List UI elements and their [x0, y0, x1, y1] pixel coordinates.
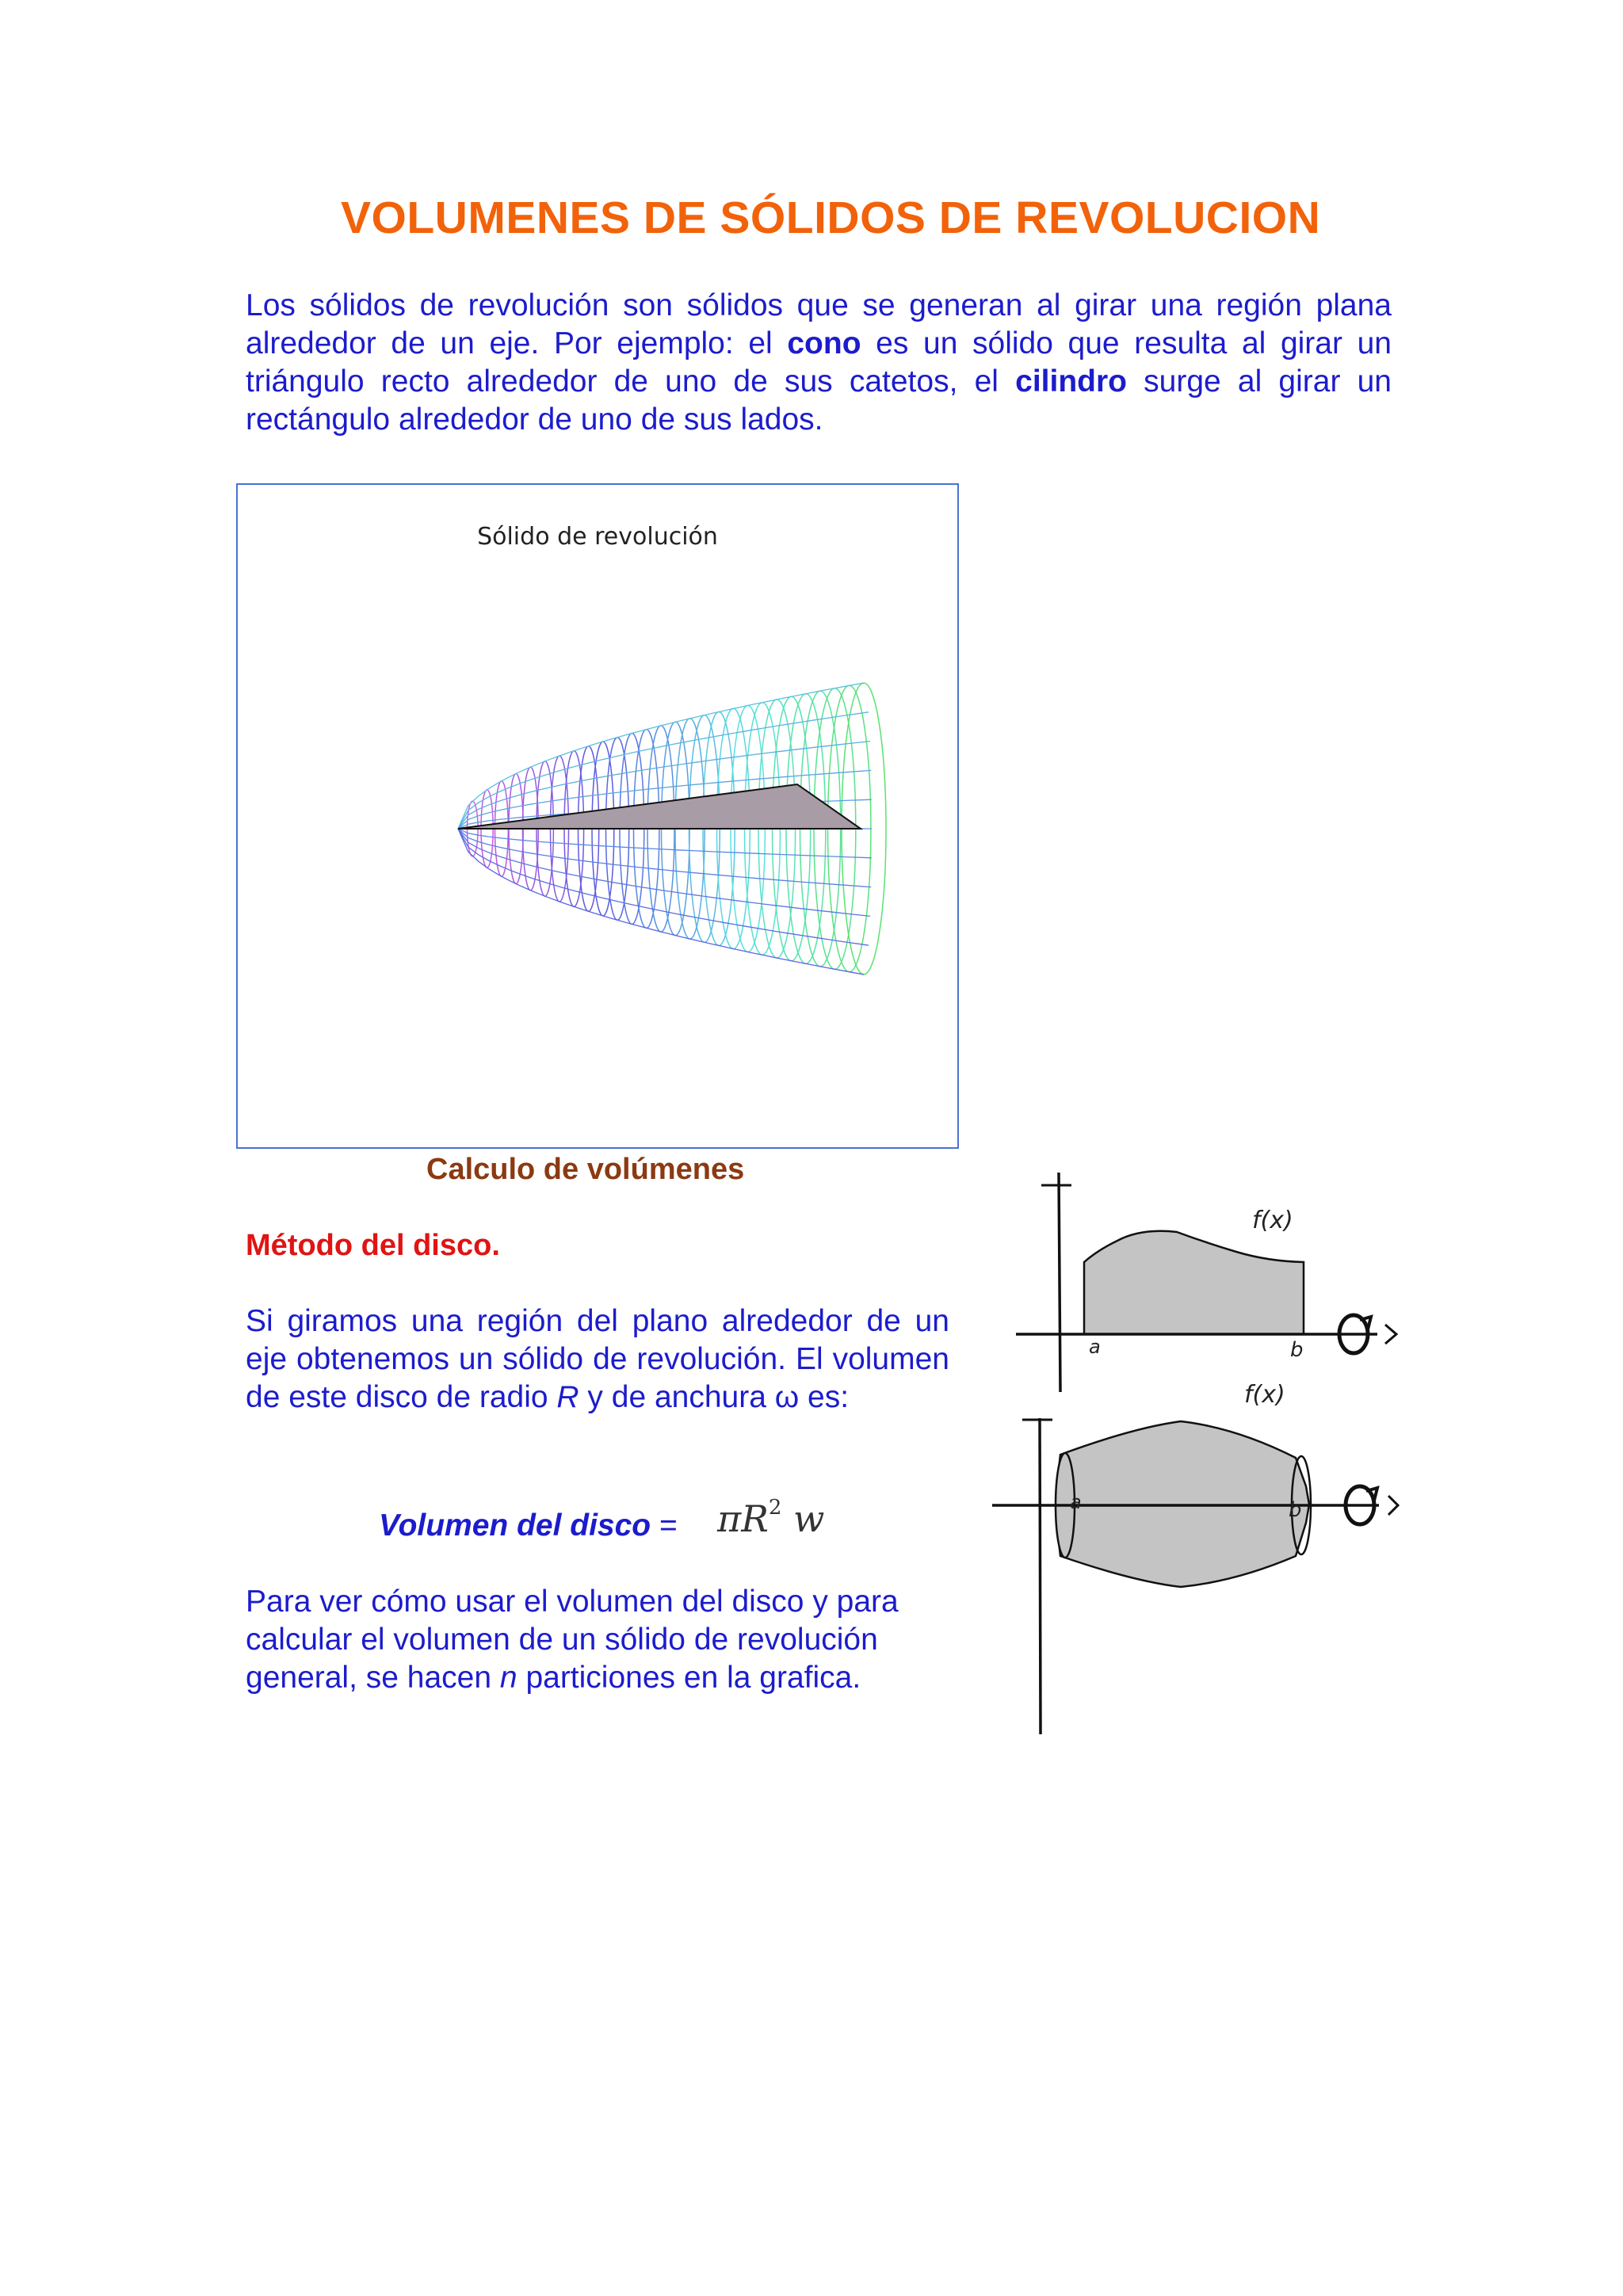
intro-keyword-cono: cono [787, 326, 861, 360]
x-axis-arrow [1385, 1325, 1396, 1344]
formula-exponent: 2 [768, 1496, 782, 1520]
disk-method-diagrams [983, 1173, 1426, 1743]
figure-title: Sólido de revolución [477, 523, 718, 551]
disk-method-paragraph [246, 1302, 949, 1417]
region-under-curve [1084, 1231, 1304, 1334]
disk-volume-formula [717, 1496, 824, 1540]
x-axis-arrow [1388, 1496, 1398, 1515]
intro-text-2: es un sólido que resulta al girar un triángulo recto alrededor de uno de sus catetos, el [246, 326, 1392, 399]
b-label: b [1289, 1498, 1302, 1522]
a-label: a [1070, 1491, 1082, 1513]
para1-text-2: y de anchura ω es: [579, 1380, 850, 1414]
paraboloid-wireframe [238, 485, 957, 1147]
formula-equals: = [651, 1508, 678, 1543]
solid-of-revolution-figure [236, 483, 959, 1149]
intro-text-3: surge al girar un rectángulo alrededor de uno de sus lados. [246, 364, 1392, 437]
formula-w: w [793, 1497, 825, 1540]
intro-keyword-cilindro: cilindro [1015, 364, 1127, 399]
region-diagram [1016, 1173, 1396, 1392]
section-heading: Calculo de volúmenes [426, 1153, 745, 1186]
partitions-paragraph [246, 1583, 959, 1697]
n-symbol: n [499, 1661, 517, 1695]
a-label: a [1089, 1336, 1101, 1358]
page-title: VOLUMENES DE SÓLIDOS DE REVOLUCION [341, 193, 1321, 243]
solid-diagram [991, 1418, 1395, 1734]
fx-label: f(x) [1252, 1207, 1293, 1234]
formula-label [379, 1508, 678, 1543]
formula-pi-r: πR [717, 1497, 769, 1540]
formula-label-text: Volumen del disco [379, 1508, 651, 1543]
intro-text-1: Los sólidos de revolución son sólidos que se generan al girar una región plana alrededor de un eje. Por ejemplo: el [246, 288, 1392, 360]
radius-symbol: R [556, 1380, 579, 1414]
intro-paragraph [246, 287, 1392, 439]
y-axis [1040, 1418, 1041, 1734]
y-axis [1059, 1173, 1060, 1392]
b-label: b [1290, 1338, 1304, 1362]
fx-label: f(x) [1244, 1381, 1285, 1409]
wireframe-generator [458, 829, 872, 858]
para1-text-1: Si giramos una región del plano alrededor de un eje obtenemos un sólido de revolución. El volumen de este disco de radio [246, 1304, 949, 1414]
para2-text-1: Para ver cómo usar el volumen del disco y para calcular el volumen de un sólido de revolución general, se hacen [246, 1585, 899, 1695]
method-heading: Método del disco. [246, 1229, 500, 1262]
para2-text-2: particiones en la grafica. [517, 1661, 861, 1695]
